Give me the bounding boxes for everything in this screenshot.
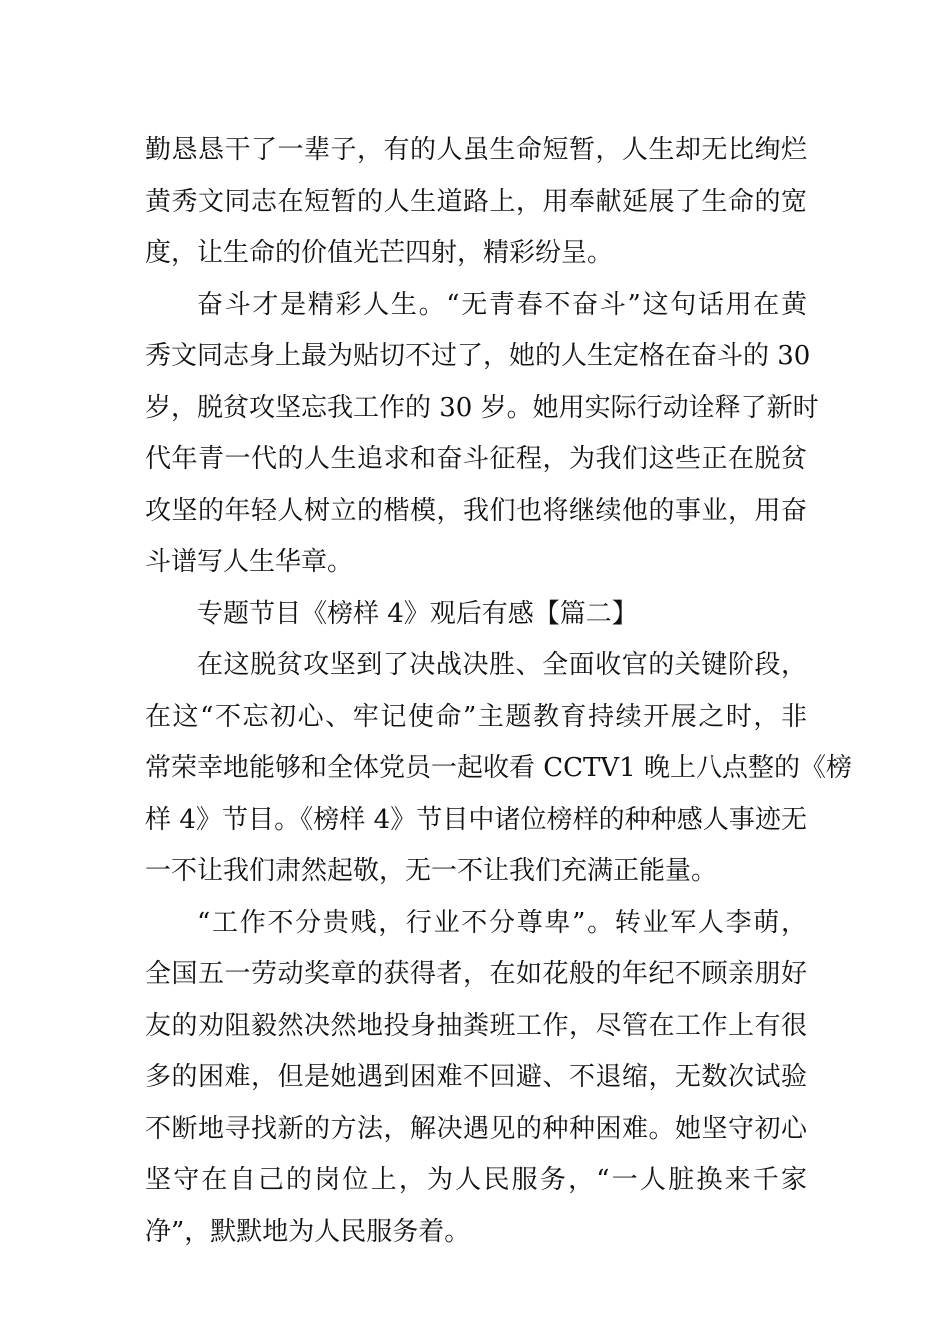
paragraph-2 [145,280,819,589]
paragraph-line: 在这“不忘初心、牢记使命”主题教育持续开展之时，非 [145,701,807,732]
paragraph-line: 多的困难，但是她遇到困难不回避、不退缩，无数次试验 [145,1062,807,1092]
section-heading-text: 专题节目《榜样 4》观后有感【篇二】 [197,598,638,629]
paragraph-1 [145,125,807,280]
section-heading [145,589,807,641]
paragraph-line: 攻坚的年轻人树立的楷模，我们也将继续他的事业，用奋 [145,495,807,526]
paragraph-line: 斗谱写人生华章。 [145,547,354,577]
paragraph-line: 一不让我们肃然起敬，无一不让我们充满正能量。 [145,856,718,886]
paragraph-line: 勤恳恳干了一辈子，有的人虽生命短暂，人生却无比绚烂 [145,135,807,165]
paragraph-line: “工作不分贵贱，行业不分尊卑”。转业军人李萌， [197,907,807,938]
paragraph-line: 黄秀文同志在短暂的人生道路上，用奉献延展了生命的宽 [145,186,807,217]
paragraph-line: 常荣幸地能够和全体党员一起收看 CCTV1 晚上八点整的《榜 [145,753,852,783]
paragraph-line: 秀文同志身上最为贴切不过了，她的人生定格在奋斗的 30 [145,341,811,371]
paragraph-line: 全国五一劳动奖章的获得者，在如花般的年纪不顾亲朋好 [145,959,807,989]
paragraph-line: 在这脱贫攻坚到了决战决胜、全面收官的关键阶段， [197,650,807,680]
paragraph-line: 度，让生命的价值光芒四射，精彩纷呈。 [145,238,614,268]
paragraph-line: 岁，脱贫攻坚忘我工作的 30 岁。她用实际行动诠释了新时 [145,392,819,423]
paragraph-3 [145,640,852,898]
paragraph-line: 代年青一代的人生追求和奋斗征程，为我们这些正在脱贫 [145,444,807,474]
paragraph-line: 坚守在自己的岗位上，为人民服务，“一人脏换来千家 [145,1165,807,1195]
paragraph-line: 奋斗才是精彩人生。“无青春不奋斗”这句话用在黄 [197,289,807,320]
paragraph-line: 不断地寻找新的方法，解决遇见的种种困难。她坚守初心 [145,1113,807,1144]
paragraph-4 [145,898,807,1259]
paragraph-line: 友的劝阻毅然决然地投身抽粪班工作，尽管在工作上有很 [145,1010,807,1041]
document-body [145,125,852,1258]
paragraph-line: 净”，默默地为人民服务着。 [145,1216,471,1247]
paragraph-line: 样 4》节目。《榜样 4》节目中诸位榜样的种种感人事迹无 [145,804,807,835]
